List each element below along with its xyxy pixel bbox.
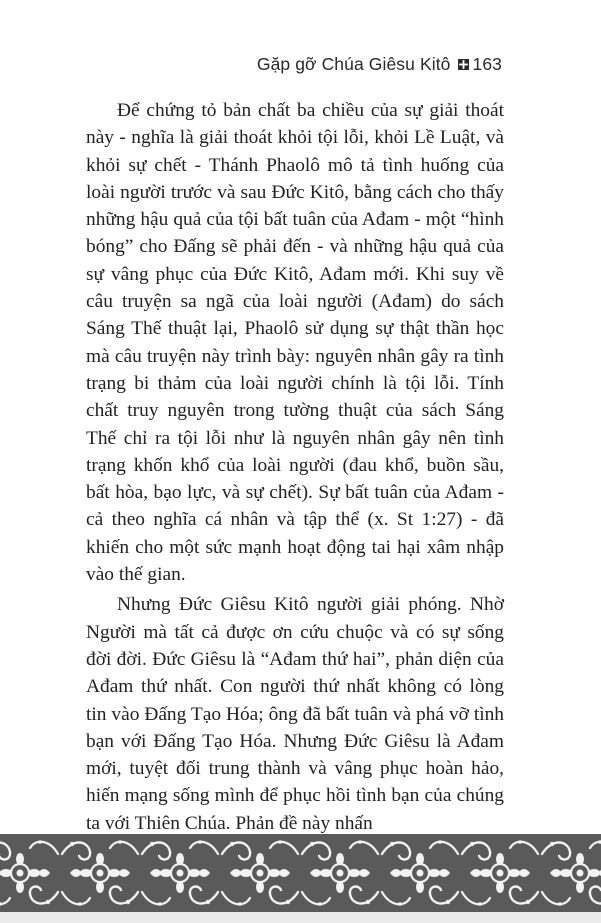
running-header-title: Gặp gỡ Chúa Giêsu Kitô (256, 54, 451, 74)
page-number: 163 (472, 54, 502, 74)
floral-scroll-icon (0, 834, 601, 912)
body-text (86, 97, 504, 837)
running-header (257, 54, 502, 75)
page-bottom-margin (0, 912, 601, 923)
jerusalem-cross-icon (458, 59, 469, 70)
paragraph: Nhưng Đức Giêsu Kitô người giải phóng. Nhờ Người mà tất cả được ơn cứu chuộc và có sự sống đời đời. Đức Giêsu là “Ađam thứ hai”, phản diện của Ađam thứ nhất. Con người thứ nhất không có lòng tin vào Đấng Tạo Hóa; ông đã bất tuân và phá vỡ tình bạn với Đấng Tạo Hóa. Nhưng Đức Giêsu là Ađam mới, tuyệt đối trung thành và vâng phục hoàn hảo, hiến mạng sống mình để phục hồi tình bạn của chúng ta với Thiên Chúa. Phản đề này nhấn (86, 594, 504, 834)
floral-ornament-border (0, 834, 601, 912)
paragraph: Để chứng tỏ bản chất ba chiều của sự giải thoát này - nghĩa là giải thoát khỏi tội lỗi, khỏi Lề Luật, và khỏi sự chết - Thánh Phaolô mô tả tình huống của loài người trước và sau Đức Kitô, bằng cách cho thấy những hậu quả của tội bất tuân của Ađam - một “hình bóng” cho Đấng sẽ phải đến - và những hậu quả của sự vâng phục của Đức Kitô, Ađam mới. Khi suy về câu truyện sa ngã của loài người (Ađam) do sách Sáng Thế thuật lại, Phaolô sử dụng sự thật thần học mà câu truyện này trình bày: nguyên nhân gây ra tình trạng bi thảm của loài người chính là tội lỗi. Tính chất truy nguyên trong tường thuật của sách Sáng Thế chỉ ra tội lỗi như là nguyên nhân gây nên tình trạng khốn khổ của loài người (đau khổ, buồn sầu, bất hòa, bạo lực, và sự chết). Sự bất tuân của Ađam - cả theo nghĩa cá nhân và tập thể (x. St 1:27) - đã khiến cho một sức mạnh hoạt động tai hại xâm nhập vào thế gian. (86, 100, 504, 586)
